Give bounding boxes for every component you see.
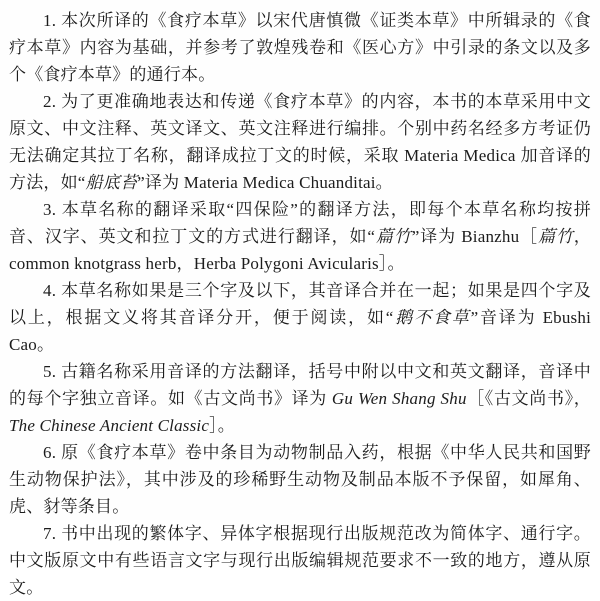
paragraph-5	[9, 358, 591, 439]
paragraph-4-text-end: ”音译为 Ebushi Cao。	[9, 308, 591, 354]
paragraph-3-text-mid: ”译为 Bianzhu［	[411, 227, 538, 246]
paragraph-7-text: 7. 书中出现的繁体字、异体字根据现行出版规范改为简体字、通行字。中文版原文中有些语言文字与现行出版编辑规范要求不一致的地方，遵从原文。	[9, 524, 591, 597]
paragraph-3-text-end: ，common knotgrass herb，Herba Polygoni Avicularis］。	[9, 227, 591, 273]
book-title-english: The Chinese Ancient Classic	[9, 416, 210, 435]
paragraph-4-text: 4. 本草名称如果是三个字及以下，其音译合并在一起；如果是四个字及以上，根据文义将其音译分开，便于阅读，如“	[9, 281, 591, 327]
paragraph-3	[9, 196, 591, 277]
book-title-pinyin: Gu Wen Shang Shu	[331, 389, 467, 408]
paragraph-6-text: 6. 原《食疗本草》卷中条目为动物制品入药，根据《中华人民共和国野生动物保护法》，其中涉及的珍稀野生动物及制品本版不予保留，如犀角、虎、豺等条目。	[9, 443, 591, 516]
paragraph-1-text: 1. 本次所译的《食疗本草》以宋代唐慎微《证类本草》中所辑录的《食疗本草》内容为基础，并参考了敦煌残卷和《医心方》中引录的条文以及多个《食疗本草》的通行本。	[9, 11, 591, 84]
paragraph-2-text: 2. 为了更准确地表达和传递《食疗本草》的内容，本书的本草采用中文原文、中文注释、英文译文、英文注释进行编排。个别中药名经多方考证仍无法确定其拉丁名称，翻译成拉丁文的时候，采取 Materia Medica 加音译的方法，如“	[9, 92, 591, 192]
herb-name-bianzhu-quoted: 萹竹	[375, 227, 412, 246]
herb-name-ebushicao: 鹅不食草	[393, 308, 471, 327]
paragraph-1	[9, 7, 591, 88]
paragraph-3-text: 3. 本草名称的翻译采取“四保险”的翻译方法，即每个本草名称均按拼音、汉字、英文和拉丁文的方式进行翻译，如“	[9, 200, 591, 246]
paragraph-2	[9, 88, 591, 196]
paragraph-5-text-end: ］。	[209, 416, 236, 435]
paragraph-2-text-end: ”译为 Materia Medica Chuanditai。	[137, 173, 393, 192]
paragraph-5-text: 5. 古籍名称采用音译的方法翻译，括号中附以中文和英文翻译，音译中的每个字独立音译。如《古文尚书》译为	[9, 362, 591, 408]
herb-name-bianzhu-bracketed: 萹竹	[537, 227, 574, 246]
paragraph-6	[9, 439, 591, 520]
paragraph-5-text-mid: ［《古文尚书》，	[466, 389, 591, 408]
herb-name-chuanditai: 船底苔	[85, 173, 138, 192]
paragraph-4	[9, 277, 591, 358]
paragraph-7	[9, 520, 591, 601]
